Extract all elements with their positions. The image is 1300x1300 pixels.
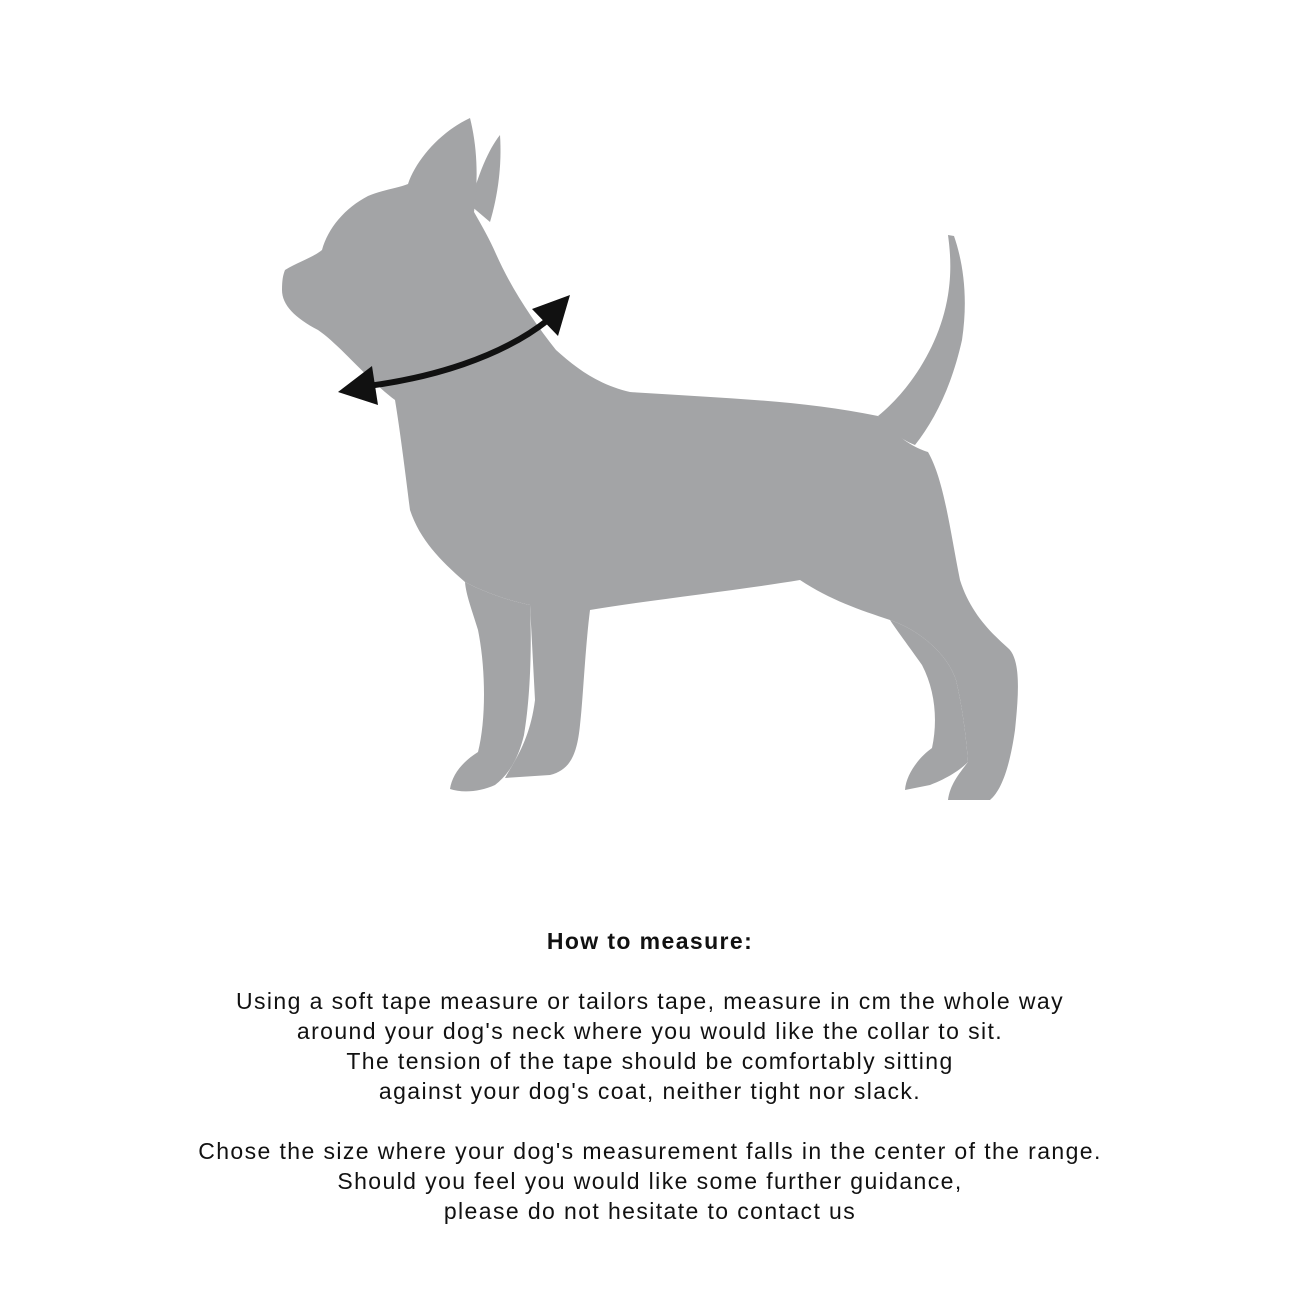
instruction-line: please do not hesitate to contact us (443, 1198, 857, 1224)
arrow-head-left-icon (338, 366, 378, 405)
dog-tail (878, 235, 965, 445)
instruction-line: Chose the size where your dog's measurement falls in the center of the range. (198, 1138, 1102, 1164)
instruction-line: against your dog's coat, neither tight nor slack. (378, 1078, 922, 1104)
dog-body (282, 118, 1018, 800)
instruction-line: The tension of the tape should be comfortably sitting (346, 1048, 954, 1074)
instructions-heading: How to measure: (546, 928, 754, 954)
instruction-line: Using a soft tape measure or tailors tape, measure in cm the whole way (236, 988, 1064, 1014)
dog-silhouette (282, 118, 1018, 800)
instruction-line: around your dog's neck where you would like the collar to sit. (296, 1018, 1004, 1044)
instructions-paragraph-1 (0, 986, 1300, 1106)
instructions-paragraph-2 (0, 1136, 1300, 1226)
measure-instructions (0, 926, 1300, 1226)
instruction-line: Should you feel you would like some further guidance, (337, 1168, 963, 1194)
